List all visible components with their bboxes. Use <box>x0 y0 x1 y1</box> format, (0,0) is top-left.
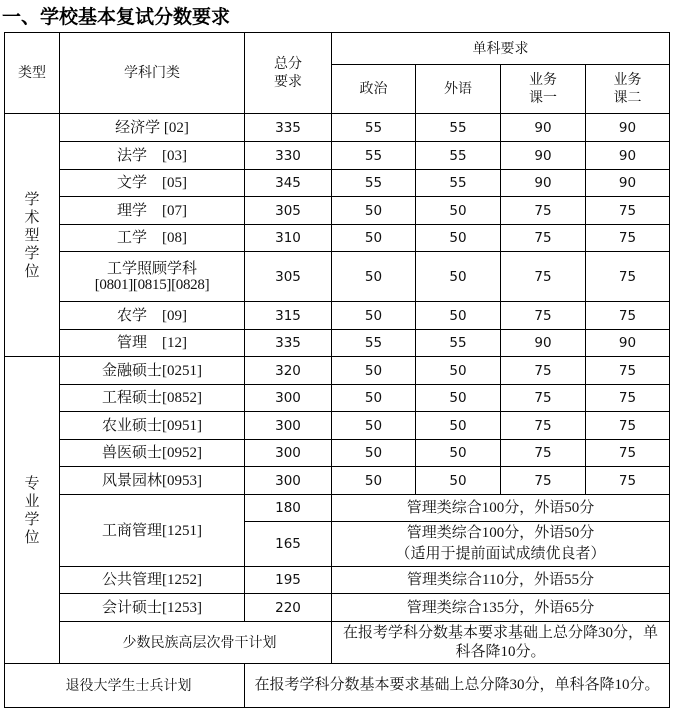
subject-cell: 理学 [07] <box>60 197 245 225</box>
category-academic-label: 学术型学位 <box>24 190 40 280</box>
subject-cell-mba: 工商管理[1251] <box>60 495 245 567</box>
course2-cell: 75 <box>586 412 670 440</box>
score-requirements-table <box>4 32 670 708</box>
subject-cell: 管理 [12] <box>60 330 245 357</box>
total-cell: 300 <box>245 467 332 495</box>
table-row <box>5 412 670 440</box>
special-plan-cell: 少数民族高层次骨干计划 <box>60 622 332 664</box>
total-cell: 180 <box>245 495 332 522</box>
foreign-cell: 50 <box>416 302 501 330</box>
total-cell: 195 <box>245 567 332 594</box>
header-course2-label: 业务课二 <box>613 72 642 106</box>
foreign-cell: 50 <box>416 357 501 385</box>
course1-cell: 75 <box>501 252 586 302</box>
foreign-cell: 55 <box>416 170 501 197</box>
note-line2: （适用于提前面试成绩优良者） <box>395 546 606 562</box>
subject-cell: 法学 [03] <box>60 142 245 170</box>
politics-cell: 50 <box>332 225 416 252</box>
course2-cell: 75 <box>586 197 670 225</box>
table-row <box>5 440 670 467</box>
politics-cell: 50 <box>332 467 416 495</box>
foreign-cell: 55 <box>416 330 501 357</box>
page-title: 一、学校基本复试分数要求 <box>2 6 231 28</box>
header-type: 类型 <box>5 33 60 114</box>
total-cell: 300 <box>245 385 332 412</box>
subject-cell: 金融硕士[0251] <box>60 357 245 385</box>
table-row <box>5 170 670 197</box>
note-cell: 管理类综合110分，外语55分 <box>332 567 670 594</box>
note-line1: 管理类综合100分，外语50分 <box>406 525 595 541</box>
total-cell: 335 <box>245 330 332 357</box>
course2-cell: 75 <box>586 385 670 412</box>
subject-line1: 工学照顾学科 <box>106 260 197 277</box>
table-row <box>5 664 670 708</box>
course1-cell: 90 <box>501 330 586 357</box>
header-single: 单科要求 <box>332 33 670 65</box>
politics-cell: 50 <box>332 412 416 440</box>
table-row <box>5 142 670 170</box>
special-rule-cell: 在报考学科分数基本要求基础上总分降30分，单科各降10分。 <box>332 622 670 664</box>
course1-cell: 75 <box>501 385 586 412</box>
subject-line2: [0801][0815][0828] <box>94 276 210 293</box>
category-professional <box>5 357 60 664</box>
foreign-cell: 50 <box>416 412 501 440</box>
total-cell: 310 <box>245 225 332 252</box>
foreign-cell: 55 <box>416 114 501 142</box>
header-politics: 政治 <box>332 65 416 114</box>
course2-cell: 75 <box>586 467 670 495</box>
table-row <box>5 330 670 357</box>
table-row <box>5 114 670 142</box>
total-cell: 220 <box>245 594 332 622</box>
category-professional-label: 专业学位 <box>24 474 40 546</box>
table-row <box>5 385 670 412</box>
course1-cell: 75 <box>501 302 586 330</box>
subject-cell: 风景园林[0953] <box>60 467 245 495</box>
politics-cell: 55 <box>332 170 416 197</box>
politics-cell: 55 <box>332 142 416 170</box>
table-row <box>5 567 670 594</box>
header-course1-label: 业务课一 <box>529 72 557 106</box>
note-cell <box>332 522 670 567</box>
course1-cell: 90 <box>501 114 586 142</box>
header-total <box>245 33 332 114</box>
total-cell: 330 <box>245 142 332 170</box>
note-cell: 管理类综合100分，外语50分 <box>332 495 670 522</box>
course1-cell: 75 <box>501 440 586 467</box>
subject-cell: 公共管理[1252] <box>60 567 245 594</box>
course1-cell: 75 <box>501 467 586 495</box>
course2-cell: 75 <box>586 252 670 302</box>
course1-cell: 90 <box>501 142 586 170</box>
table-row <box>5 622 670 664</box>
header-foreign-language: 外语 <box>416 65 501 114</box>
subject-cell: 农业硕士[0951] <box>60 412 245 440</box>
header-total-label: 总分要求 <box>274 56 302 90</box>
course2-cell: 90 <box>586 330 670 357</box>
course2-cell: 75 <box>586 357 670 385</box>
course2-cell: 75 <box>586 302 670 330</box>
total-cell: 165 <box>245 522 332 567</box>
total-cell: 305 <box>245 252 332 302</box>
header-course1 <box>501 65 586 114</box>
course2-cell: 90 <box>586 114 670 142</box>
subject-cell: 兽医硕士[0952] <box>60 440 245 467</box>
course2-cell: 90 <box>586 142 670 170</box>
table-row <box>5 495 670 522</box>
course2-cell: 75 <box>586 440 670 467</box>
course1-cell: 90 <box>501 170 586 197</box>
table-row <box>5 594 670 622</box>
politics-cell: 50 <box>332 385 416 412</box>
subject-cell: 工程硕士[0852] <box>60 385 245 412</box>
foreign-cell: 50 <box>416 197 501 225</box>
politics-cell: 50 <box>332 302 416 330</box>
course1-cell: 75 <box>501 357 586 385</box>
politics-cell: 50 <box>332 252 416 302</box>
total-cell: 320 <box>245 357 332 385</box>
special-plan-cell: 退役大学生士兵计划 <box>5 664 245 708</box>
table-row <box>5 197 670 225</box>
subject-cell: 经济学 [02] <box>60 114 245 142</box>
total-cell: 335 <box>245 114 332 142</box>
foreign-cell: 50 <box>416 385 501 412</box>
course1-cell: 75 <box>501 197 586 225</box>
foreign-cell: 50 <box>416 225 501 252</box>
header-subject: 学科门类 <box>60 33 245 114</box>
total-cell: 300 <box>245 440 332 467</box>
total-cell: 315 <box>245 302 332 330</box>
subject-cell: 会计硕士[1253] <box>60 594 245 622</box>
politics-cell: 50 <box>332 440 416 467</box>
politics-cell: 55 <box>332 114 416 142</box>
total-cell: 305 <box>245 197 332 225</box>
course1-cell: 75 <box>501 412 586 440</box>
politics-cell: 55 <box>332 330 416 357</box>
foreign-cell: 50 <box>416 440 501 467</box>
course1-cell: 75 <box>501 225 586 252</box>
foreign-cell: 50 <box>416 252 501 302</box>
foreign-cell: 50 <box>416 467 501 495</box>
course2-cell: 75 <box>586 225 670 252</box>
table-row <box>5 357 670 385</box>
table-row <box>5 302 670 330</box>
note-cell: 管理类综合135分，外语65分 <box>332 594 670 622</box>
table-row <box>5 252 670 302</box>
table-row <box>5 467 670 495</box>
total-cell: 300 <box>245 412 332 440</box>
header-course2 <box>586 65 670 114</box>
category-academic <box>5 114 60 357</box>
course2-cell: 90 <box>586 170 670 197</box>
foreign-cell: 55 <box>416 142 501 170</box>
politics-cell: 50 <box>332 357 416 385</box>
total-cell: 345 <box>245 170 332 197</box>
politics-cell: 50 <box>332 197 416 225</box>
subject-cell <box>60 252 245 302</box>
special-rule-cell: 在报考学科分数基本要求基础上总分降30分，单科各降10分。 <box>245 664 670 708</box>
subject-cell: 工学 [08] <box>60 225 245 252</box>
subject-cell: 文学 [05] <box>60 170 245 197</box>
subject-cell: 农学 [09] <box>60 302 245 330</box>
table-row <box>5 225 670 252</box>
